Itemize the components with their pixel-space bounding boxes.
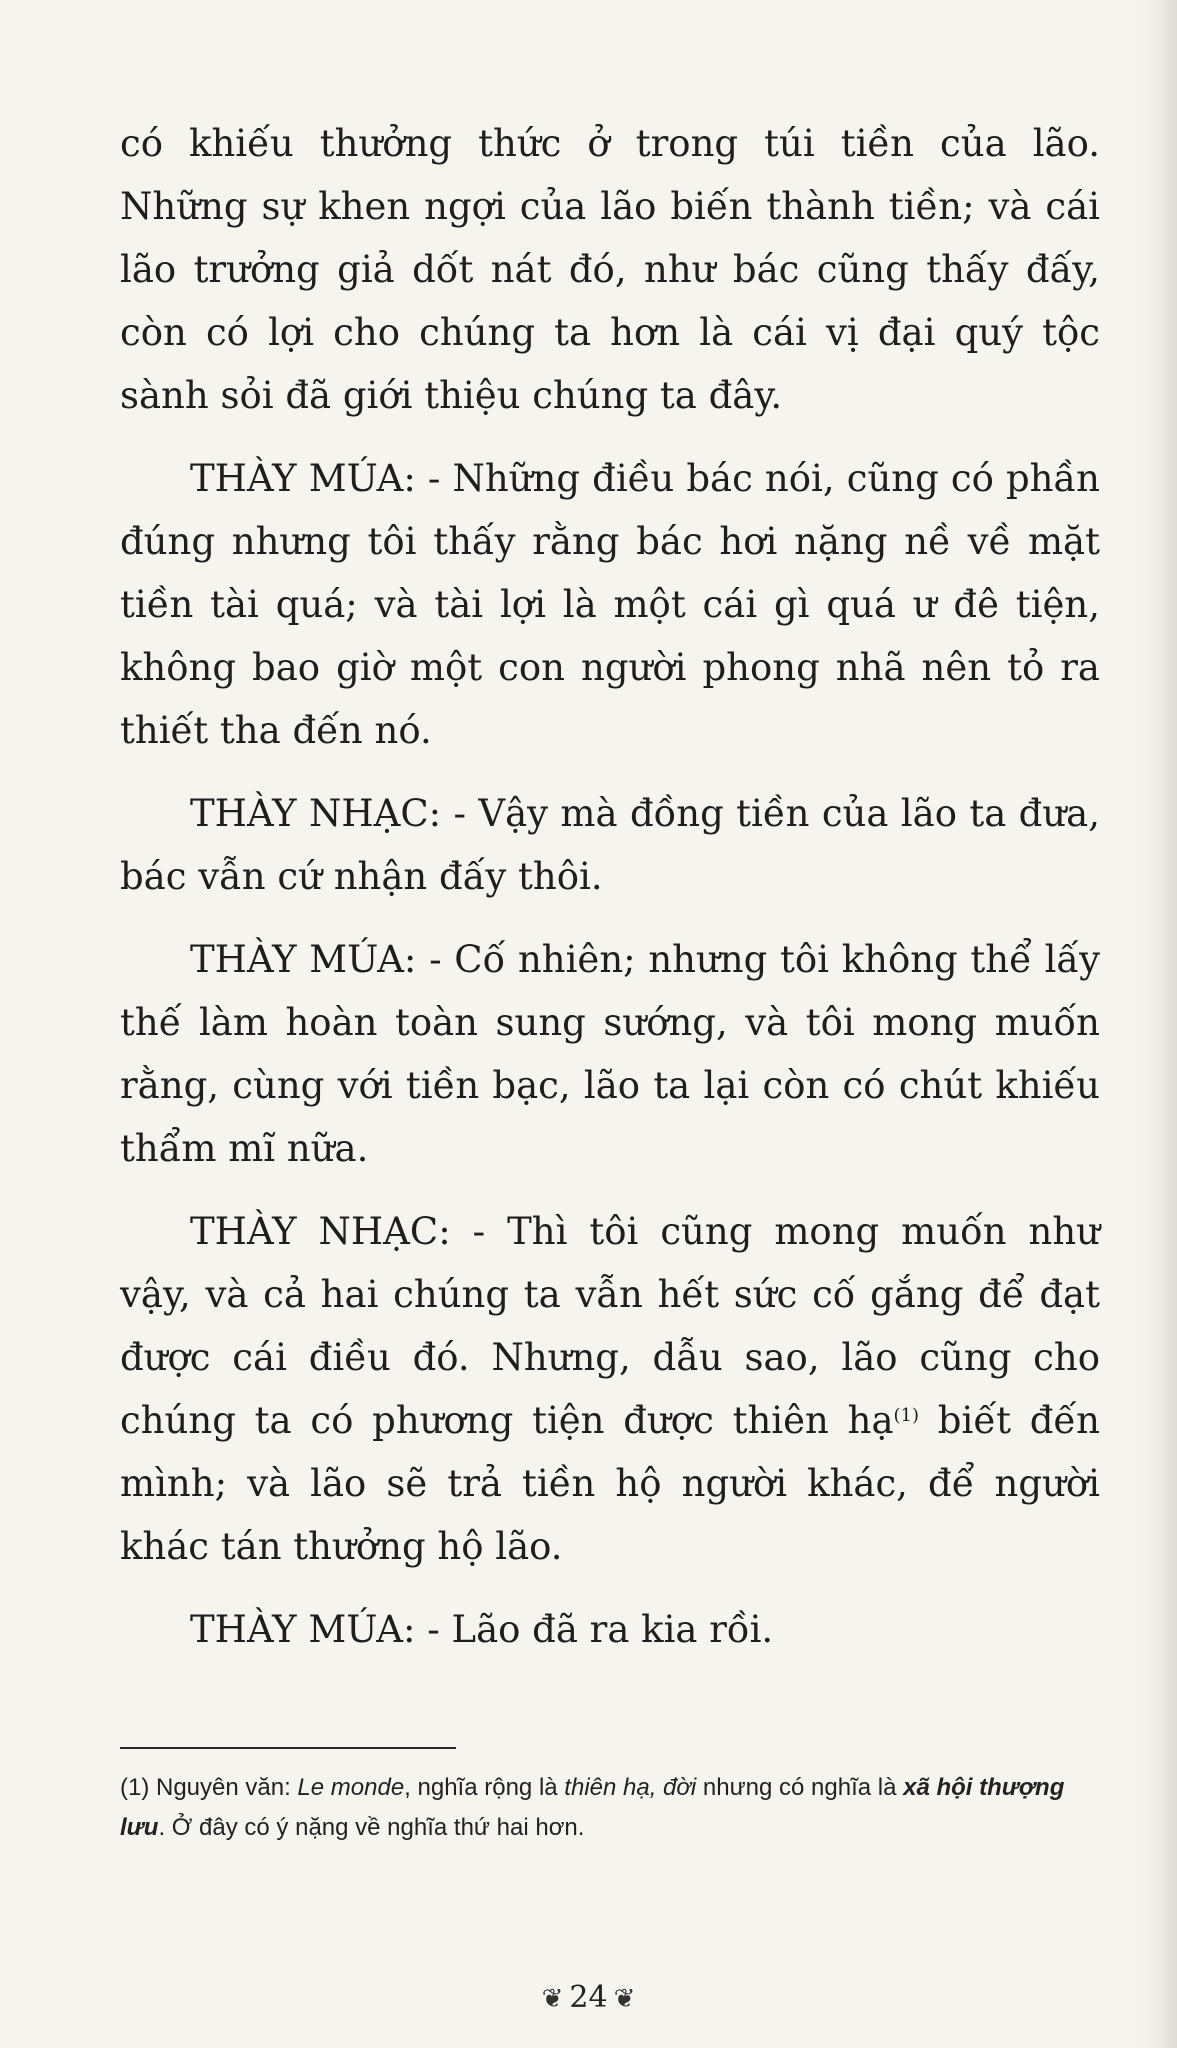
main-text xyxy=(120,112,1100,1681)
page-number-footer xyxy=(0,1980,1177,2015)
speaker-label: THÀY NHẠC: xyxy=(190,792,442,835)
paragraph-3 xyxy=(120,782,1100,908)
footnote-reference: (1) xyxy=(893,1405,920,1426)
paragraph-text: có khiếu thưởng thức ở trong túi tiền của lão. Những sự khen ngợi của lão biến thành tiền; và cái lão trưởng giả dốt nát đó, như bác cũng thấy đấy, còn có lợi cho chúng ta hơn là cái vị đại quý tộc sành sỏi đã giới thiệu chúng ta đây. xyxy=(120,122,1100,417)
footnote-divider xyxy=(120,1747,456,1749)
paragraph-text: - Vậy mà đồng tiền của lão ta đưa, bác vẫn cứ nhận đấy thôi. xyxy=(120,792,1100,898)
page-number: 24 xyxy=(569,1980,608,2015)
speaker-label: THÀY MÚA: xyxy=(190,938,417,981)
speaker-label: THÀY NHẠC: xyxy=(190,1210,451,1253)
footnote-term: thiên hạ, đời xyxy=(564,1774,697,1801)
footnote xyxy=(120,1768,1100,1848)
paragraph-4 xyxy=(120,928,1100,1180)
footnote-text: , nghĩa rộng là xyxy=(404,1774,565,1801)
paragraph-6 xyxy=(120,1598,1100,1661)
paragraph-text: - Thì tôi cũng mong muốn như vậy, và cả hai chúng ta vẫn hết sức cố gắng để đạt được cái điều đó. Nhưng, dẫu sao, lão cũng cho chúng ta có phương tiện được thiên hạ xyxy=(120,1210,1100,1442)
footnote-text: nhưng có nghĩa là xyxy=(696,1774,904,1801)
paragraph-text: - Cố nhiên; nhưng tôi không thể lấy thế làm hoàn toàn sung sướng, và tôi mong muốn rằng, cùng với tiền bạc, lão ta lại còn có chút khiếu thẩm mĩ nữa. xyxy=(120,938,1100,1170)
paragraph-2 xyxy=(120,447,1100,762)
paragraph-text: - Lão đã ra kia rồi. xyxy=(415,1608,774,1651)
footnote-term-emphasis: xã hội thượng lưu xyxy=(120,1774,1065,1841)
footnote-text: . Ở đây có ý nặng về nghĩa thứ hai hơn. xyxy=(158,1814,585,1841)
paragraph-5 xyxy=(120,1200,1100,1578)
paragraph-1 xyxy=(120,112,1100,427)
footnote-term: Le monde xyxy=(297,1774,405,1801)
page-edge-shadow xyxy=(1137,0,1177,2048)
paragraph-text: - Những điều bác nói, cũng có phần đúng nhưng tôi thấy rằng bác hơi nặng nề về mặt tiền tài quá; và tài lợi là một cái gì quá ư đê tiện, không bao giờ một con người phong nhã nên tỏ ra thiết tha đến nó. xyxy=(120,457,1100,752)
paragraph-text: biết đến mình; và lão sẽ trả tiền hộ người khác, để người khác tán thưởng hộ lão. xyxy=(120,1399,1101,1568)
ornament-right-icon: ❦ xyxy=(613,1984,636,2014)
ornament-left-icon: ❦ xyxy=(541,1984,564,2014)
speaker-label: THÀY MÚA: xyxy=(190,457,416,500)
speaker-label: THÀY MÚA: xyxy=(190,1608,416,1651)
footnote-prefix: (1) Nguyên văn: xyxy=(120,1774,298,1801)
